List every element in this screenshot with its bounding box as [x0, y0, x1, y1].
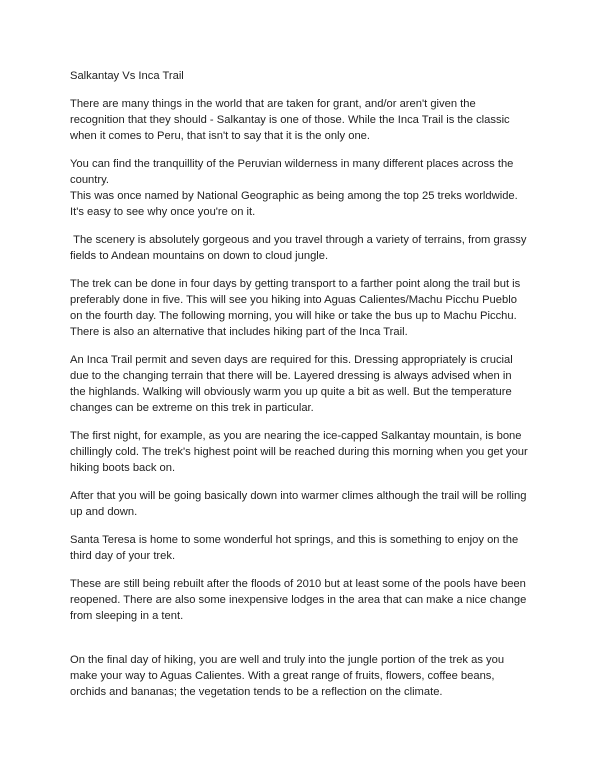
paragraph-first-night: The first night, for example, as you are nearing the ice-capped Salkantay mountain, is bone chillingly cold. The trek's highest point will be reached during this morning when you get your hiking boots back on. — [70, 430, 528, 474]
paragraph-permit: An Inca Trail permit and seven days are required for this. Dressing appropriately is crucial due to the changing terrain that there will be. Layered dressing is always advised when in the highlands. Walking will obviously warm you up quite a bit as well. But the temperature changes can be extreme on this trek in particular. — [70, 354, 513, 414]
paragraph-tranquillity: You can find the tranquillity of the Peruvian wilderness in many different places across the country. — [70, 158, 514, 186]
spacer — [70, 340, 530, 352]
paragraph-scenery: The scenery is absolutely gorgeous and you travel through a variety of terrains, from grassy fields to Andean mountains on down to cloud jungle. — [70, 234, 530, 262]
spacer — [70, 624, 530, 652]
spacer — [70, 564, 530, 576]
spacer — [70, 220, 530, 232]
paragraph-trek-days: The trek can be done in four days by getting transport to a farther point along the trail but is preferably done in five. This will see you hiking into Aguas Calientes/Machu Picchu Pueblo on the fourth day. The following morning, you will hike or take the bus up to Machu Picchu. There is also an alternative that includes hiking part of the Inca Trail. — [70, 278, 521, 338]
spacer — [70, 144, 530, 156]
paragraph-rebuilt: These are still being rebuilt after the floods of 2010 but at least some of the pools have been reopened. There are also some inexpensive lodges in the area that can make a nice change from sleeping in a tent. — [70, 578, 527, 622]
paragraph-warmer-climes: After that you will be going basically down into warmer climes although the trail will be rolling up and down. — [70, 490, 527, 518]
paragraph-santa-teresa: Santa Teresa is home to some wonderful hot springs, and this is something to enjoy on the third day of your trek. — [70, 534, 519, 562]
spacer — [70, 416, 530, 428]
spacer — [70, 264, 530, 276]
spacer — [70, 476, 530, 488]
paragraph-intro: There are many things in the world that are taken for grant, and/or aren't given the recognition that they should - Salkantay is one of those. While the Inca Trail is the classic when it comes to Peru, that isn't to say that it is the only one. — [70, 98, 510, 142]
paragraph-final-day: On the final day of hiking, you are well and truly into the jungle portion of the trek as you make your way to Aguas Calientes. With a great range of fruits, flowers, coffee beans, orchids and bananas; the vegetation tends to be a reflection on the climate. — [70, 654, 505, 698]
document-title: Salkantay Vs Inca Trail — [70, 70, 184, 82]
spacer — [70, 520, 530, 532]
paragraph-national-geographic: This was once named by National Geographic as being among the top 25 treks worldwide. It's easy to see why once you're on it. — [70, 190, 521, 218]
